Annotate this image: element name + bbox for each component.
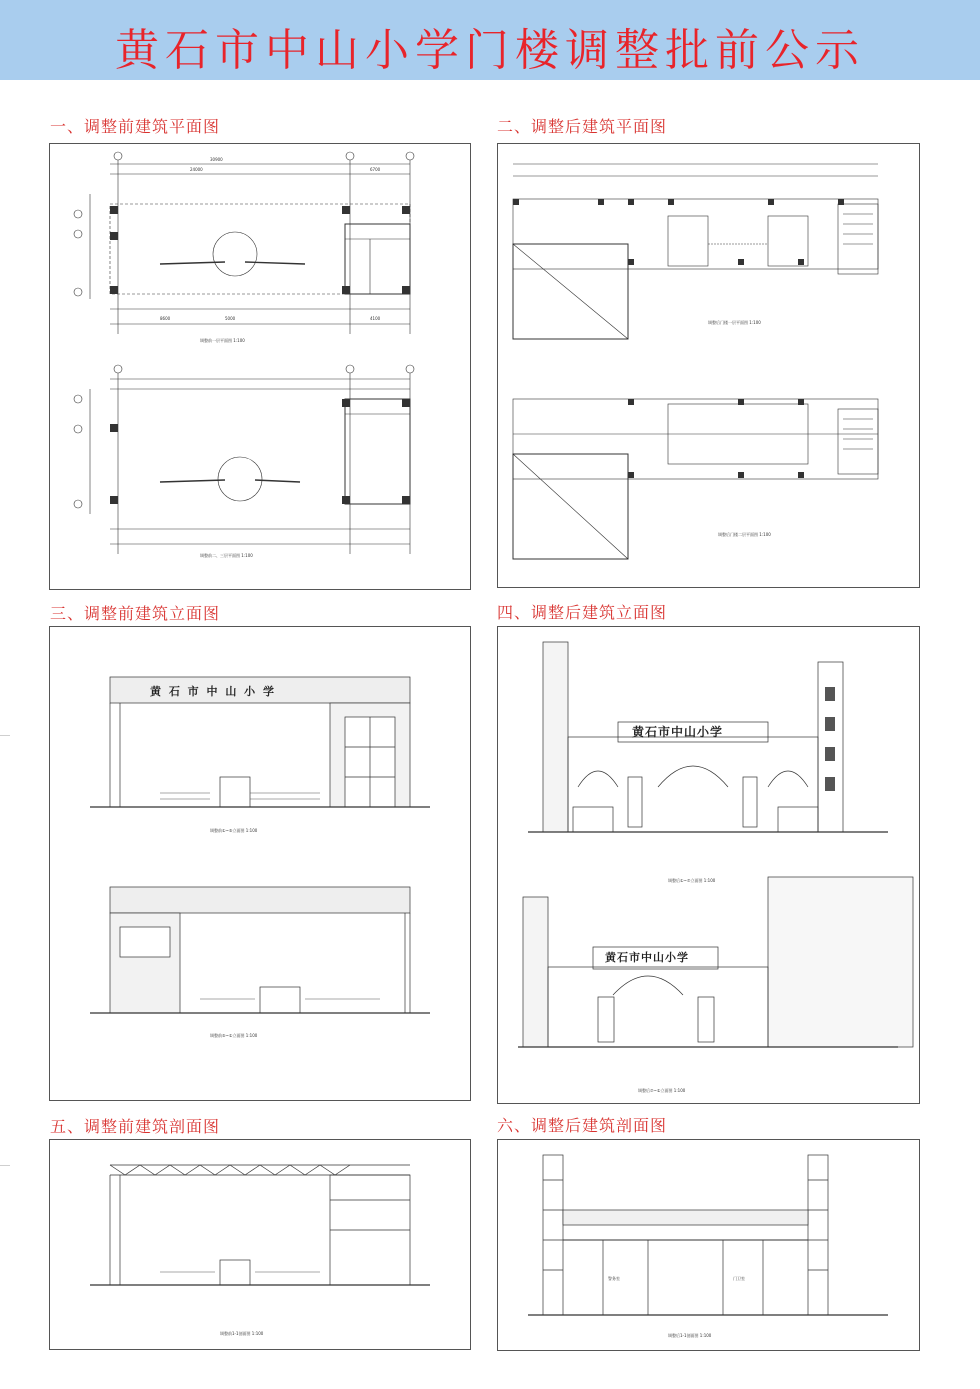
elevation-after-drawing — [498, 627, 919, 1103]
drawing-plan-after — [497, 143, 920, 588]
note-elev-after-2: 调整后⑦~①立面图 1:100 — [638, 1088, 686, 1093]
sign-after-2: 黄石市中山小学 — [605, 951, 689, 964]
dim-d3: 4100 — [370, 316, 381, 321]
note-elev-before-2: 调整前⑤~①立面图 1:100 — [210, 1033, 258, 1038]
drawing-section-after — [497, 1139, 920, 1351]
plan-after-drawing — [498, 144, 919, 587]
note-plan-after-2f: 调整后门楼二层平面图 1:100 — [718, 532, 771, 537]
section-before-drawing — [50, 1140, 470, 1349]
dim-total: 30900 — [210, 157, 223, 162]
dim-side: 6700 — [370, 167, 381, 172]
section-title-section-after: 六、调整后建筑剖面图 — [497, 1116, 668, 1135]
sign-after-1: 黄石市中山小学 — [632, 725, 724, 739]
section-title-plan-before: 一、调整前建筑平面图 — [50, 117, 221, 136]
dim-d1: 8600 — [160, 316, 171, 321]
section-title-section-before: 五、调整前建筑剖面图 — [50, 1117, 221, 1136]
drawing-elevation-after — [497, 626, 920, 1104]
dim-d2: 5000 — [225, 316, 236, 321]
room-label-a: 警务室 — [608, 1276, 620, 1281]
page-title: 黄石市中山小学门楼调整批前公示 — [115, 25, 865, 76]
sign-before: 黄 石 市 中 山 小 学 — [150, 685, 276, 698]
note-elev-before-1: 调整前①~⑤立面图 1:100 — [210, 828, 258, 833]
drawing-plan-before — [49, 143, 471, 590]
note-section-after: 调整后1-1剖面图 1:100 — [668, 1333, 712, 1338]
note-plan-before-1f: 调整前一层平面图 1:100 — [200, 338, 245, 343]
scan-mark — [0, 1165, 10, 1166]
note-section-before: 调整前1-1剖面图 1:100 — [220, 1331, 264, 1336]
drawing-section-before — [49, 1139, 471, 1350]
section-title-elevation-before: 三、调整前建筑立面图 — [50, 604, 221, 623]
section-title-plan-after: 二、调整后建筑平面图 — [497, 117, 668, 136]
section-title-elevation-after: 四、调整后建筑立面图 — [497, 603, 668, 622]
drawing-elevation-before — [49, 626, 471, 1101]
note-plan-after-1f: 调整后门楼一层平面图 1:100 — [708, 320, 761, 325]
dim-span: 24000 — [190, 167, 203, 172]
section-after-drawing — [498, 1140, 919, 1350]
room-label-b: 门卫室 — [733, 1276, 745, 1281]
note-elev-after-1: 调整后①~⑦立面图 1:100 — [668, 878, 716, 883]
scan-mark — [0, 735, 10, 736]
plan-before-drawing — [50, 144, 470, 589]
note-plan-before-2f: 调整前二、三层平面图 1:100 — [200, 553, 253, 558]
title-banner — [0, 0, 980, 80]
elevation-before-drawing — [50, 627, 470, 1100]
